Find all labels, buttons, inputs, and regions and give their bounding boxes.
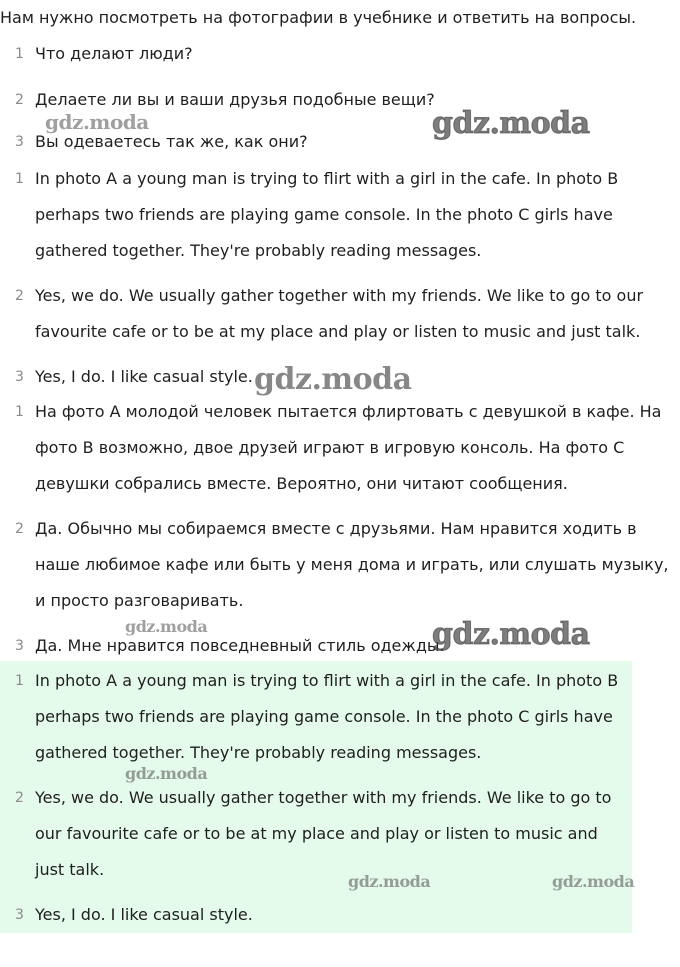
intro-text: Нам нужно посмотреть на фотографии в учебнике и ответить на вопросы.	[0, 8, 637, 27]
list-number: 3	[15, 134, 24, 150]
watermark: gdz.moda	[432, 106, 590, 141]
list-item	[0, 663, 632, 771]
list-text: Да. Мне нравится повседневный стиль одежды.	[35, 636, 445, 655]
list-number: 2	[15, 521, 24, 537]
list-text: Да. Обычно мы собираемся вместе с друзьями. Нам нравится ходить в наше любимое кафе или быть у меня дома и играть, или слушать музыку, и просто разговаривать.	[35, 519, 669, 610]
list-number: 3	[15, 369, 24, 385]
watermark: gdz.moda	[125, 764, 208, 783]
watermark: gdz.moda	[432, 617, 590, 652]
list-text: Yes, we do. We usually gather together with my friends. We like to go to our favourite cafe or to be at my place and play or listen to music and just talk.	[35, 286, 644, 341]
list-item	[0, 780, 632, 888]
list-item	[0, 628, 680, 664]
list-item	[0, 126, 680, 158]
list-item	[0, 359, 660, 395]
list-number: 2	[15, 288, 24, 304]
list-number: 1	[15, 673, 24, 689]
answers-ru-list	[0, 394, 680, 664]
list-text: Yes, we do. We usually gather together with my friends. We like to go to our favourite cafe or to be at my place and play or listen to music and just talk.	[35, 788, 612, 879]
list-number: 1	[15, 404, 24, 420]
list-text: Вы одеваетесь так же, как они?	[35, 132, 308, 151]
watermark: gdz.moda	[552, 872, 635, 891]
list-item	[0, 84, 680, 116]
questions-list	[0, 38, 680, 158]
list-text: Yes, I do. I like casual style.	[35, 905, 253, 924]
watermark: gdz.moda	[45, 110, 149, 134]
watermark: gdz.moda	[254, 362, 412, 397]
list-item	[0, 897, 632, 933]
list-text: In photo A a young man is trying to flirt with a girl in the cafe. In photo B perhaps two friends are playing game console. In the photo C girls have gathered together. They're probably reading messages.	[35, 671, 619, 762]
list-item	[0, 394, 680, 502]
list-item	[0, 38, 680, 70]
watermark: gdz.moda	[348, 872, 431, 891]
list-text: Yes, I do. I like casual style.	[35, 367, 253, 386]
answers-en-list	[0, 161, 660, 395]
list-number: 2	[15, 92, 24, 108]
answers-en-highlighted-list	[0, 663, 635, 933]
watermark: gdz.moda	[125, 617, 208, 636]
list-number: 2	[15, 790, 24, 806]
list-text: In photo A a young man is trying to flirt with a girl in the cafe. In photo B perhaps two friends are playing game console. In the photo C girls have gathered together. They're probably reading messages.	[35, 169, 619, 260]
list-number: 3	[15, 638, 24, 654]
list-text: Что делают люди?	[35, 44, 193, 63]
list-number: 3	[15, 907, 24, 923]
list-item	[0, 511, 680, 619]
list-number: 1	[15, 46, 24, 62]
list-number: 1	[15, 171, 24, 187]
list-text: Делаете ли вы и ваши друзья подобные вещи?	[35, 90, 435, 109]
list-item	[0, 278, 660, 350]
list-item	[0, 161, 660, 269]
list-text: На фото A молодой человек пытается флиртовать с девушкой в кафе. На фото B возможно, двое друзей играют в игровую консоль. На фото C девушки собрались вместе. Вероятно, они читают сообщения.	[35, 402, 662, 493]
